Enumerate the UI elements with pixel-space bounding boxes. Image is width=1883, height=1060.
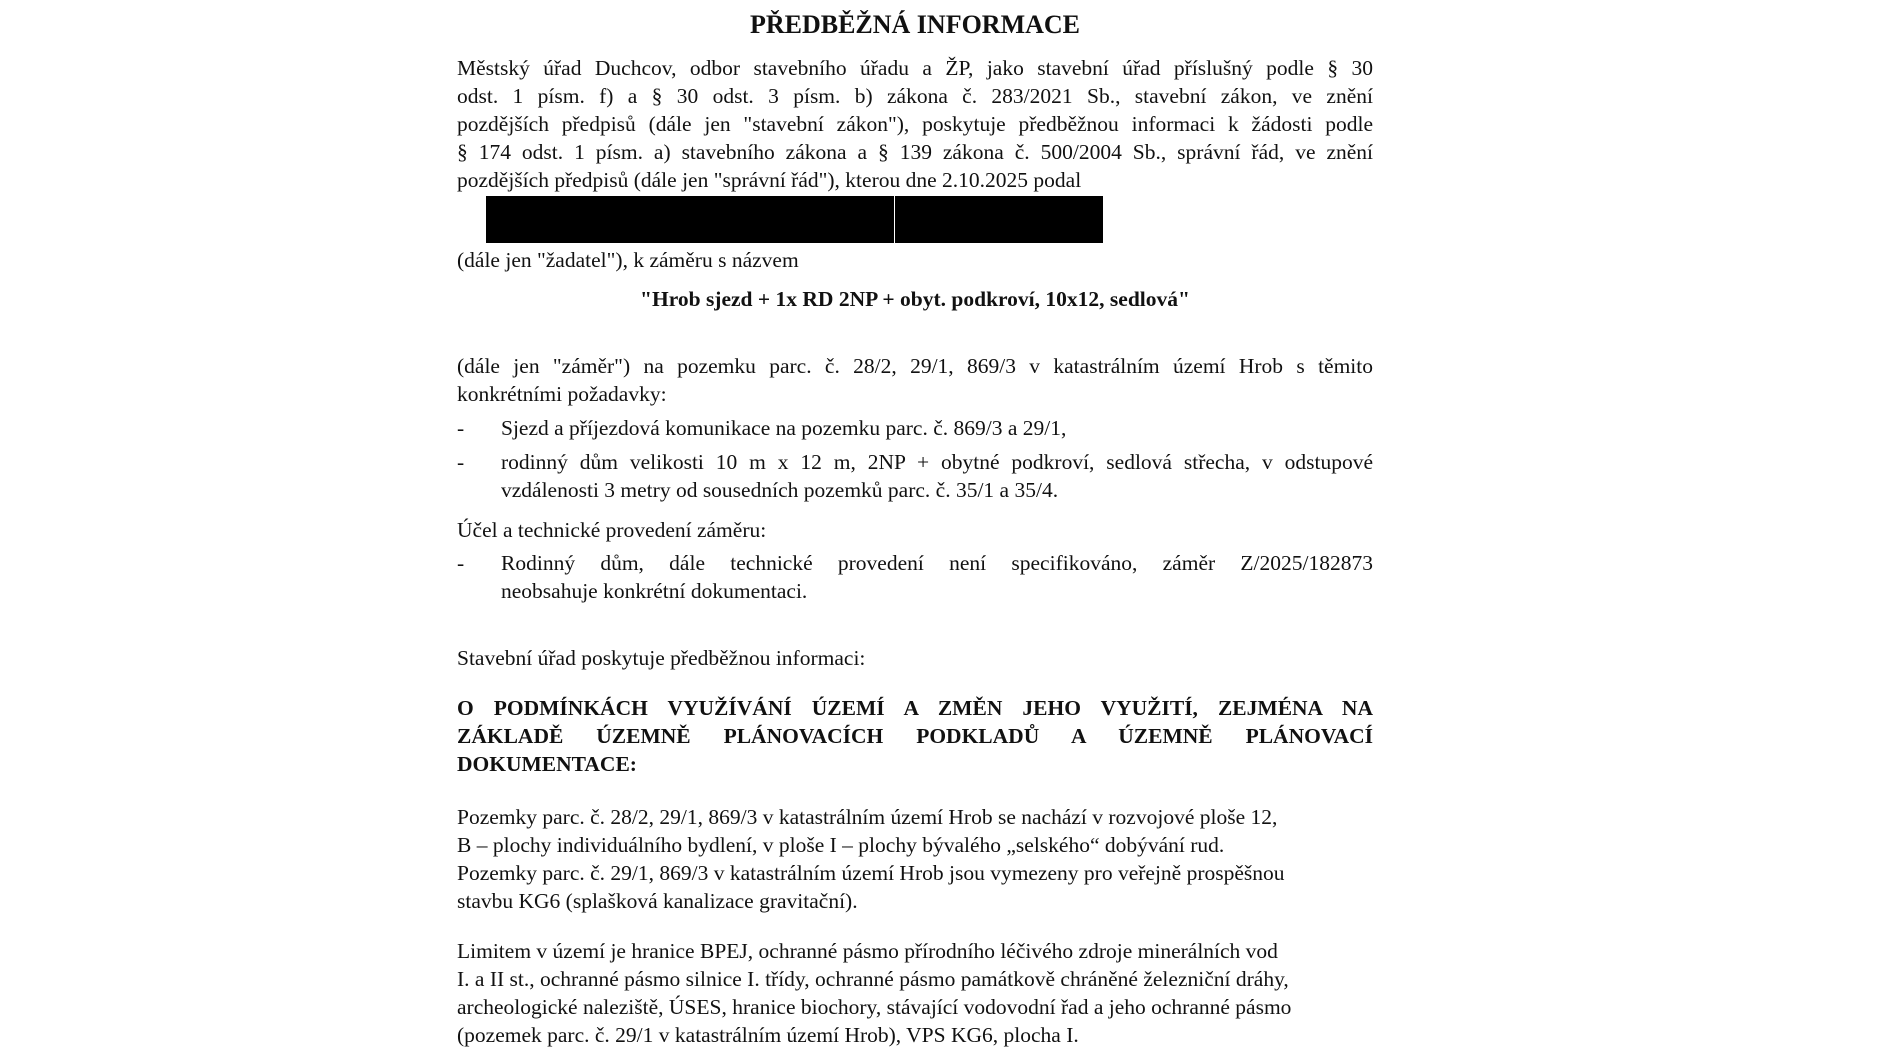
applicant-label: (dále jen "žadatel"), k záměru s názvem (457, 248, 799, 272)
purpose-label: Účel a technické provedení záměru: (457, 518, 767, 542)
intro-line: pozdějších předpisů (dále jen "stavební zákon"), poskytuje předběžnou informaci k žádosti podle (457, 112, 1373, 136)
limits-line: I. a II st., ochranné pásmo silnice I. třídy, ochranné pásmo památkově chráněné železniční dráhy, (457, 967, 1289, 991)
section-heading-line: DOKUMENTACE: (457, 752, 637, 776)
dash-bullet: - (457, 551, 465, 575)
dash-bullet: - (457, 450, 465, 474)
section-heading-line: O PODMÍNKÁCH VYUŽÍVÁNÍ ÚZEMÍ A ZMĚN JEHO VYUŽITÍ, ZEJMÉNA NA (457, 696, 1373, 720)
zoning-line: stavbu KG6 (splašková kanalizace gravitační). (457, 889, 858, 913)
limits-line: (pozemek parc. č. 29/1 v katastrálním území Hrob), VPS KG6, plocha I. (457, 1023, 1079, 1047)
plot-line: (dále jen "záměr") na pozemku parc. č. 28/2, 29/1, 869/3 v katastrálním území Hrob s těmito (457, 354, 1373, 378)
limits-line: Limitem v území je hranice BPEJ, ochranné pásmo přírodního léčivého zdroje minerálních vod (457, 939, 1278, 963)
list-item-text: Rodinný dům, dále technické provedení není specifikováno, záměr Z/2025/182873 (501, 551, 1373, 575)
section-heading-line: ZÁKLADĚ ÚZEMNĚ PLÁNOVACÍCH PODKLADŮ A ÚZEMNĚ PLÁNOVACÍ (457, 724, 1373, 748)
list-item-text: Sjezd a příjezdová komunikace na pozemku parc. č. 869/3 a 29/1, (501, 416, 1067, 440)
intro-line: pozdějších předpisů (dále jen "správní řád"), kterou dne 2.10.2025 podal (457, 168, 1082, 192)
document-title: PŘEDBĚŽNÁ INFORMACE (749, 10, 1081, 39)
intro-line: § 174 odst. 1 písm. a) stavebního zákona a § 139 zákona č. 500/2004 Sb., správní řád, ve znění (457, 140, 1373, 164)
list-item-text: neobsahuje konkrétní dokumentaci. (501, 579, 808, 603)
redaction-block (486, 196, 894, 243)
plot-line: konkrétními požadavky: (457, 382, 667, 406)
zoning-line: Pozemky parc. č. 29/1, 869/3 v katastrálním území Hrob jsou vymezeny pro veřejně prospěšnou (457, 861, 1285, 885)
redaction-block (895, 196, 1103, 243)
dash-bullet: - (457, 416, 465, 440)
office-statement: Stavební úřad poskytuje předběžnou informaci: (457, 646, 866, 670)
list-item-text: rodinný dům velikosti 10 m x 12 m, 2NP + obytné podkroví, sedlová střecha, v odstupové (501, 450, 1373, 474)
document-body (457, 0, 1373, 1060)
list-item-text: vzdálenosti 3 metry od sousedních pozemků parc. č. 35/1 a 35/4. (501, 478, 1059, 502)
project-name: "Hrob sjezd + 1x RD 2NP + obyt. podkroví, 10x12, sedlová" (640, 287, 1190, 311)
intro-line: Městský úřad Duchcov, odbor stavebního úřadu a ŽP, jako stavební úřad příslušný podle § 30 (457, 56, 1373, 80)
intro-line: odst. 1 písm. f) a § 30 odst. 3 písm. b) zákona č. 283/2021 Sb., stavební zákon, ve znění (457, 84, 1373, 108)
limits-line: archeologické naleziště, ÚSES, hranice biochory, stávající vodovodní řad a jeho ochranné pásmo (457, 995, 1292, 1019)
zoning-line: Pozemky parc. č. 28/2, 29/1, 869/3 v katastrálním území Hrob se nachází v rozvojové ploše 12, (457, 805, 1278, 829)
zoning-line: B – plochy individuálního bydlení, v ploše I – plochy bývalého „selského“ dobývání rud. (457, 833, 1225, 857)
